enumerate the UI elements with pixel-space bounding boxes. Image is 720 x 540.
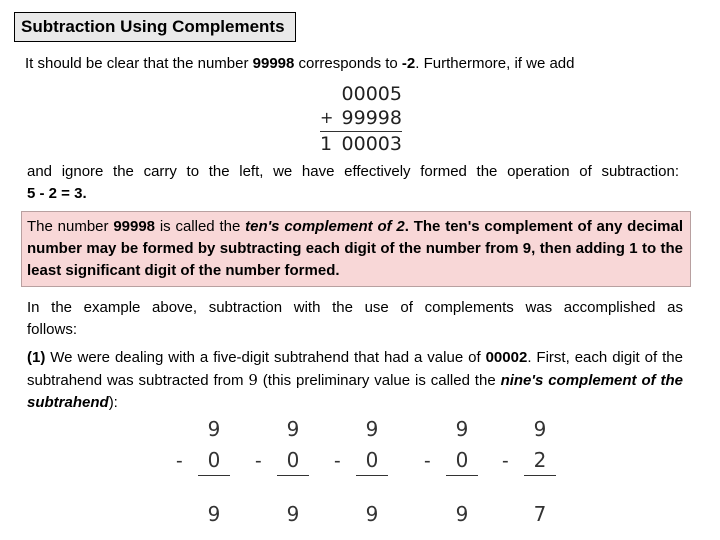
column-subtrahend: 0 xyxy=(207,448,221,472)
minus-operator: - xyxy=(502,450,509,472)
step1-part1: We were dealing with a five-digit subtrahend that had a value of xyxy=(45,349,486,366)
digit-subtraction-table xyxy=(0,416,720,540)
column-subtrahend: 0 xyxy=(286,448,300,472)
column-minuend: 9 xyxy=(286,417,300,441)
column-result: 9 xyxy=(365,502,379,526)
addition-result: 00003 xyxy=(341,133,402,155)
digit-subtraction-column xyxy=(510,416,570,528)
intro-value: -2 xyxy=(401,55,416,72)
after-addition-line1: and ignore the carry to the left, we have effectively formed the operation of subtraction: xyxy=(27,163,679,180)
minus-operator: - xyxy=(255,450,262,472)
addition-top-row xyxy=(318,82,402,106)
definition-part1: The number xyxy=(27,218,114,235)
minus-operator: - xyxy=(176,450,183,472)
step1-part4: ): xyxy=(108,394,118,411)
column-rule xyxy=(198,475,230,476)
step1-part3: (this preliminary value is called the xyxy=(257,372,501,389)
intro-prefix: It should be clear that the number xyxy=(25,55,253,72)
definition-term: ten's complement of 2 xyxy=(245,218,405,235)
minus-operator: - xyxy=(424,450,431,472)
step1-term: nine's complement of the subtrahend xyxy=(27,372,683,411)
definition-part2: is called the xyxy=(155,218,246,235)
section-title: Subtraction Using Complements xyxy=(14,12,296,42)
step1-part2: . First, each digit of the subtrahend was subtracted from xyxy=(27,349,683,389)
step1-text xyxy=(27,347,683,414)
column-rule xyxy=(356,475,388,476)
addition-example xyxy=(318,82,402,156)
intro-number: 99998 xyxy=(252,55,295,72)
column-minuend: 9 xyxy=(533,417,547,441)
column-result: 9 xyxy=(286,502,300,526)
definition-part3: . The ten's complement of any decimal number may be formed by subtracting each digit of the number from 9, then adding 1 to the least significant digit of the number formed. xyxy=(27,218,684,279)
digit-subtraction-column xyxy=(184,416,244,528)
step1-nine: 9 xyxy=(248,371,258,389)
after-addition-line2: 5 - 2 = 3. xyxy=(27,185,87,202)
addition-bottom-row xyxy=(318,106,402,130)
addition-result-row xyxy=(318,132,402,156)
digit-subtraction-column xyxy=(263,416,323,528)
example-line2: follows: xyxy=(27,321,78,338)
minus-operator: - xyxy=(334,450,341,472)
addition-carry: 1 xyxy=(320,133,333,155)
column-rule xyxy=(277,475,309,476)
definition-number: 99998 xyxy=(113,218,156,235)
digit-subtraction-column xyxy=(342,416,402,528)
column-rule xyxy=(524,475,556,476)
definition-text xyxy=(27,216,683,282)
digit-subtraction-column xyxy=(432,416,492,528)
addition-top: 00005 xyxy=(341,83,402,105)
column-subtrahend: 0 xyxy=(455,448,469,472)
column-rule xyxy=(446,475,478,476)
column-result: 9 xyxy=(455,502,469,526)
column-subtrahend: 0 xyxy=(365,448,379,472)
example-line1: In the example above, subtraction with the use of complements was accomplished as xyxy=(27,299,683,316)
intro-middle: corresponds to xyxy=(294,55,402,72)
column-subtrahend: 2 xyxy=(533,448,547,472)
column-minuend: 9 xyxy=(455,417,469,441)
intro-text xyxy=(25,53,665,75)
column-minuend: 9 xyxy=(365,417,379,441)
column-minuend: 9 xyxy=(207,417,221,441)
plus-operator: + xyxy=(320,108,334,127)
column-result: 7 xyxy=(533,502,547,526)
step1-value: 00002 xyxy=(485,349,528,366)
step1-label: (1) xyxy=(27,349,46,366)
column-result: 9 xyxy=(207,502,221,526)
addition-bottom: 99998 xyxy=(341,107,402,129)
intro-suffix: . Furthermore, if we add xyxy=(415,55,575,72)
